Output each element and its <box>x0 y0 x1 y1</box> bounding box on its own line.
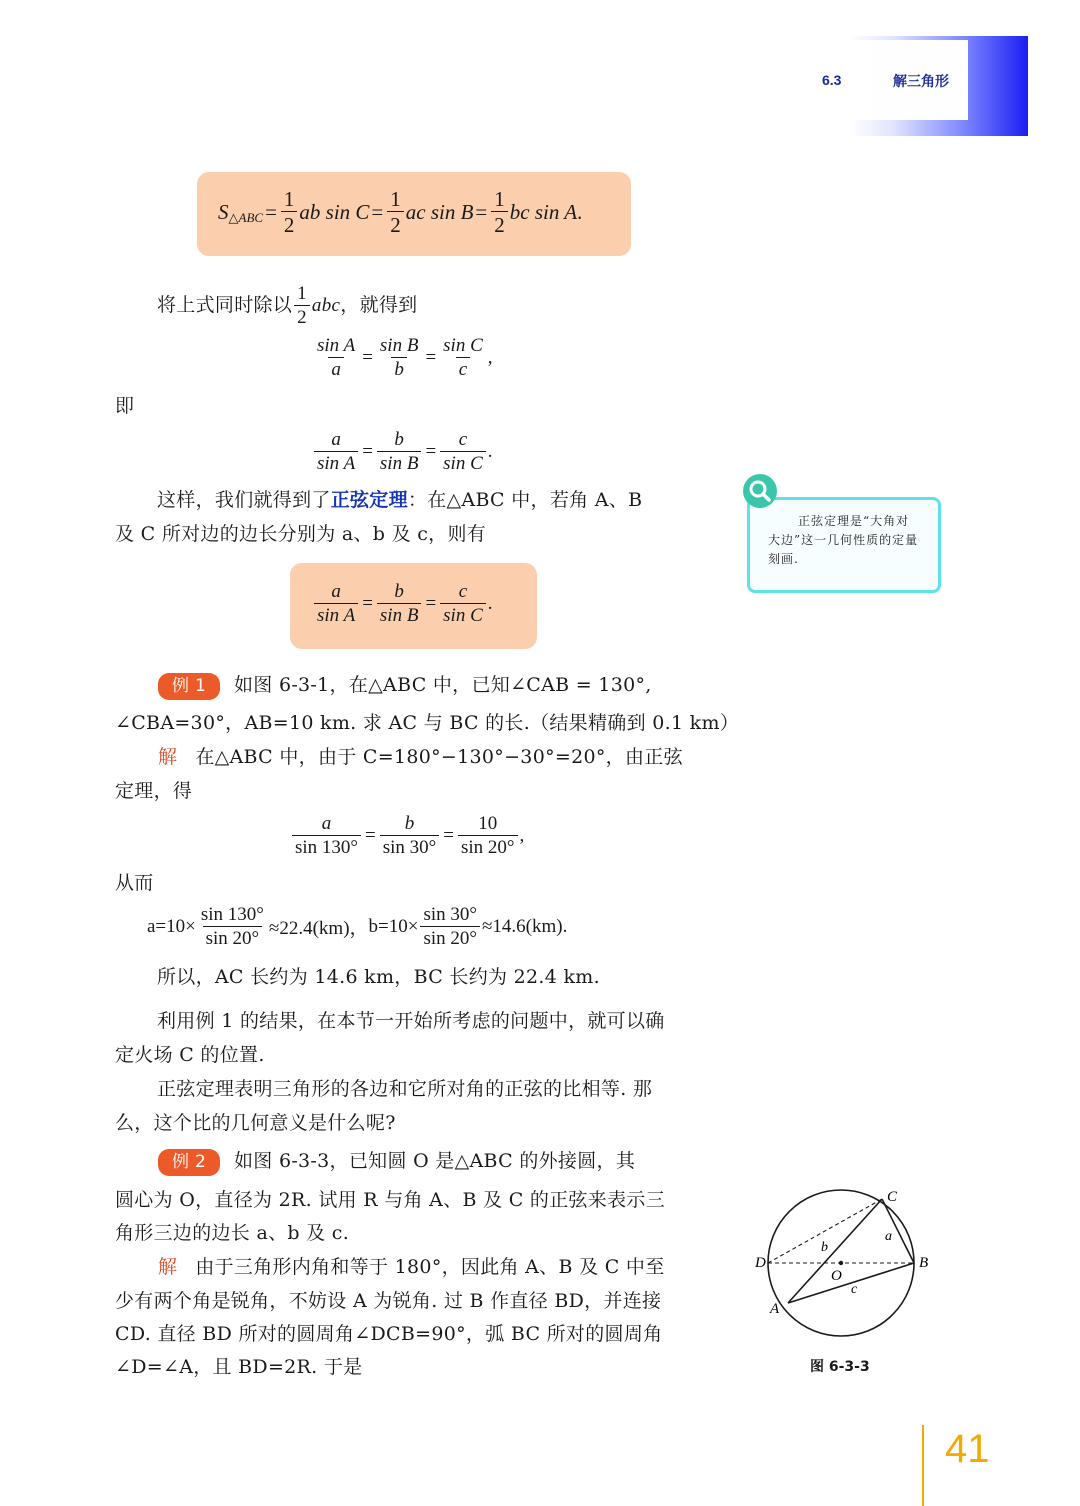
ratio1-d3: c <box>456 357 470 380</box>
example1-result <box>147 905 567 949</box>
page-number-divider <box>922 1425 924 1506</box>
example2-solution-line-1 <box>158 1251 665 1284</box>
label-d-point: D <box>755 1255 766 1271</box>
ex1-ratio-d1: sin 130° <box>292 835 361 858</box>
area-subscript: △ABC <box>228 210 264 226</box>
word-congye: 从而 <box>115 872 154 894</box>
example1-solution-line-2: 定理，得 <box>115 780 193 802</box>
half-denominator: 2 <box>387 211 404 236</box>
ex1-a-lhs: a=10× <box>147 915 196 937</box>
example1-solution-label: 解 <box>158 746 178 768</box>
ratio-side-over-sin: $\frac{a}{\text{sin A}}$ = $\frac{b}{\text{sin B}}$ = $\frac{c}{\text{sin C}}$ . <box>312 430 493 474</box>
ratio1-n2: sin B <box>379 335 419 356</box>
law-n1: a <box>331 581 341 602</box>
law-d3: sin C <box>440 603 486 626</box>
law-d2: sin B <box>377 603 422 626</box>
ex1-ratio-d3: sin 20° <box>458 835 518 858</box>
example2-solution-line-2: 少有两个角是锐角，不妨设 A 为锐角. 过 B 作直径 BD，并连接 <box>115 1290 662 1312</box>
ex1-a-den: sin 20° <box>203 926 263 949</box>
example2-solution-label: 解 <box>158 1256 178 1278</box>
law-n2: b <box>394 581 404 602</box>
ratio1-end: , <box>487 346 493 368</box>
example2-line-3: 角形三边的边长 a、b 及 c. <box>115 1222 350 1244</box>
label-side-c: c <box>851 1282 858 1297</box>
paragraph2-line-1: 正弦定理表明三角形的各边和它所对角的正弦的比相等. 那 <box>157 1078 653 1100</box>
example2-line-2: 圆心为 O，直径为 2R. 试用 R 与角 A、B 及 C 的正弦来表示三 <box>115 1189 665 1211</box>
example1-ratio: $\frac{a}{\sin 130^\circ}$ = $\frac{b}{\sin 30^\circ}$ = $\frac{10}{\sin 20^\circ}$ , <box>290 814 524 858</box>
section-title: 解三角形 <box>893 74 949 90</box>
ratio2-n3: c <box>458 429 468 450</box>
figure-caption: 图 6-3-3 <box>810 1359 870 1375</box>
divide-after: ，就得到 <box>340 294 418 317</box>
half-numerator: 1 <box>390 187 401 211</box>
paragraph2-line-2: 么，这个比的几何意义是什么呢? <box>115 1112 396 1134</box>
ex1-b-num: sin 30° <box>423 904 477 925</box>
ratio1-d2: b <box>391 357 407 380</box>
law-intro-line-1 <box>157 484 642 517</box>
example2-badge: 例 2 <box>158 1149 220 1176</box>
example1-text-1: 如图 6-3-1，在△ABC 中，已知∠CAB = 130°, <box>234 674 652 696</box>
ratio2-d1: sin A <box>314 451 358 474</box>
ex1-ratio-n2: b <box>404 813 415 834</box>
example2-solution-line-4: ∠D=∠A，且 BD=2R. 于是 <box>115 1356 363 1378</box>
half-numerator: 1 <box>283 187 295 211</box>
example2-solution-text-1: 由于三角形内角和等于 180°，因此角 A、B 及 C 中至 <box>195 1256 665 1278</box>
law-end: . <box>487 592 493 614</box>
magnifier-icon <box>743 474 777 508</box>
example2-solution-line-3: CD. 直径 BD 所对的圆周角∠DCB=90°，弧 BC 所对的圆周角 <box>115 1323 663 1345</box>
example1-conclusion: 所以，AC 长约为 14.6 km，BC 长约为 22.4 km. <box>157 966 600 988</box>
ex1-a-rhs: ≈22.4(km)， <box>268 918 369 940</box>
ex1-b-lhs: b=10× <box>368 915 419 937</box>
ex1-b-rhs: ≈14.6(km). <box>482 915 568 937</box>
page-number: 41 <box>945 1427 990 1471</box>
area-term-3: bc sin A <box>509 199 578 224</box>
area-term-2: ac sin B <box>405 199 474 224</box>
law-d1: sin A <box>314 603 358 626</box>
example1-solution-text-1: 在△ABC 中，由于 C=180°−130°−30°=20°，由正弦 <box>195 746 683 768</box>
ex1-ratio-n1: a <box>321 813 332 834</box>
example1-solution-line-1 <box>158 741 683 774</box>
example2-line-1 <box>158 1145 635 1178</box>
law-intro-line-2: 及 C 所对边的边长分别为 a、b 及 c，则有 <box>115 523 487 545</box>
side-note-text: 正弦定理是“大角对大边”这一几何性质的定量刻画. <box>768 514 919 566</box>
ratio1-n3: sin C <box>443 335 483 356</box>
ex1-ratio-d2: sin 30° <box>380 835 440 858</box>
ratio2-n1: a <box>331 429 341 450</box>
divide-before: 将上式同时除以 <box>157 294 293 317</box>
ratio2-n2: b <box>394 429 404 450</box>
ratio2-d3: sin C <box>440 451 486 474</box>
law-term: 正弦定理 <box>330 489 408 511</box>
law-intro-b: ：在△ABC 中，若角 A、B <box>407 489 643 511</box>
ex1-ratio-n3: 10 <box>478 813 498 834</box>
label-side-b: b <box>821 1240 828 1255</box>
ratio2-d2: sin B <box>377 451 422 474</box>
divide-sentence <box>157 284 417 328</box>
label-side-a: a <box>885 1229 892 1244</box>
example1-line-1 <box>158 669 652 702</box>
half-numerator: 1 <box>494 187 505 211</box>
ex1-b-den: sin 20° <box>420 926 480 949</box>
example1-line-2: ∠CBA=30°，AB=10 km. 求 AC 与 BC 的长.（结果精确到 0.1 km） <box>115 712 740 734</box>
half-denominator: 2 <box>281 211 298 236</box>
ratio1-d1: a <box>328 357 344 380</box>
figure-circumcircle <box>755 1185 940 1354</box>
ex1-a-num: sin 130° <box>200 904 264 925</box>
divide-frac-den: 2 <box>294 305 310 328</box>
law-intro-a: 这样，我们就得到了 <box>157 489 331 511</box>
example2-text-1: 如图 6-3-3，已知圆 O 是△ABC 的外接圆，其 <box>234 1150 636 1172</box>
center-point <box>839 1261 843 1265</box>
divide-var: abc <box>311 295 341 317</box>
half-denominator: 2 <box>491 211 508 236</box>
paragraph1-line-1: 利用例 1 的结果，在本节一开始所考虑的问题中，就可以确 <box>157 1010 665 1032</box>
label-b-point: B <box>919 1255 929 1271</box>
ex1-ratio-end: , <box>519 824 525 846</box>
ratio-sin-over-side: $\frac{\text{sin A}}{a}$ = $\frac{\text{sin B}}{b}$ = $\frac{\text{sin C}}{c}$ , <box>312 336 493 380</box>
ratio1-n1: sin A <box>317 335 356 356</box>
section-number: 6.3 <box>822 72 842 88</box>
law-n3: c <box>458 581 468 602</box>
area-term-1: ab sin C <box>299 199 370 224</box>
label-c-point: C <box>887 1189 898 1205</box>
ratio2-end: . <box>487 440 493 462</box>
area-formula: S △ABC = $\frac{1}{2}$ ab sin C = $\frac{1}{2}$ ac sin B = $\frac{1}{2}$ bc sin A . <box>218 187 583 238</box>
paragraph1-line-2: 定火场 C 的位置. <box>115 1044 265 1066</box>
area-end: . <box>577 199 583 224</box>
divide-frac-num: 1 <box>297 283 307 304</box>
word-ji: 即 <box>115 395 135 417</box>
label-o-point: O <box>831 1268 842 1284</box>
label-a-point: A <box>770 1301 780 1317</box>
sine-law-formula: $\frac{a}{\text{sin A}}$ = $\frac{b}{\text{sin B}}$ = $\frac{c}{\text{sin C}}$ . <box>312 582 493 626</box>
example1-badge: 例 1 <box>158 673 220 700</box>
area-symbol: S <box>218 199 229 224</box>
